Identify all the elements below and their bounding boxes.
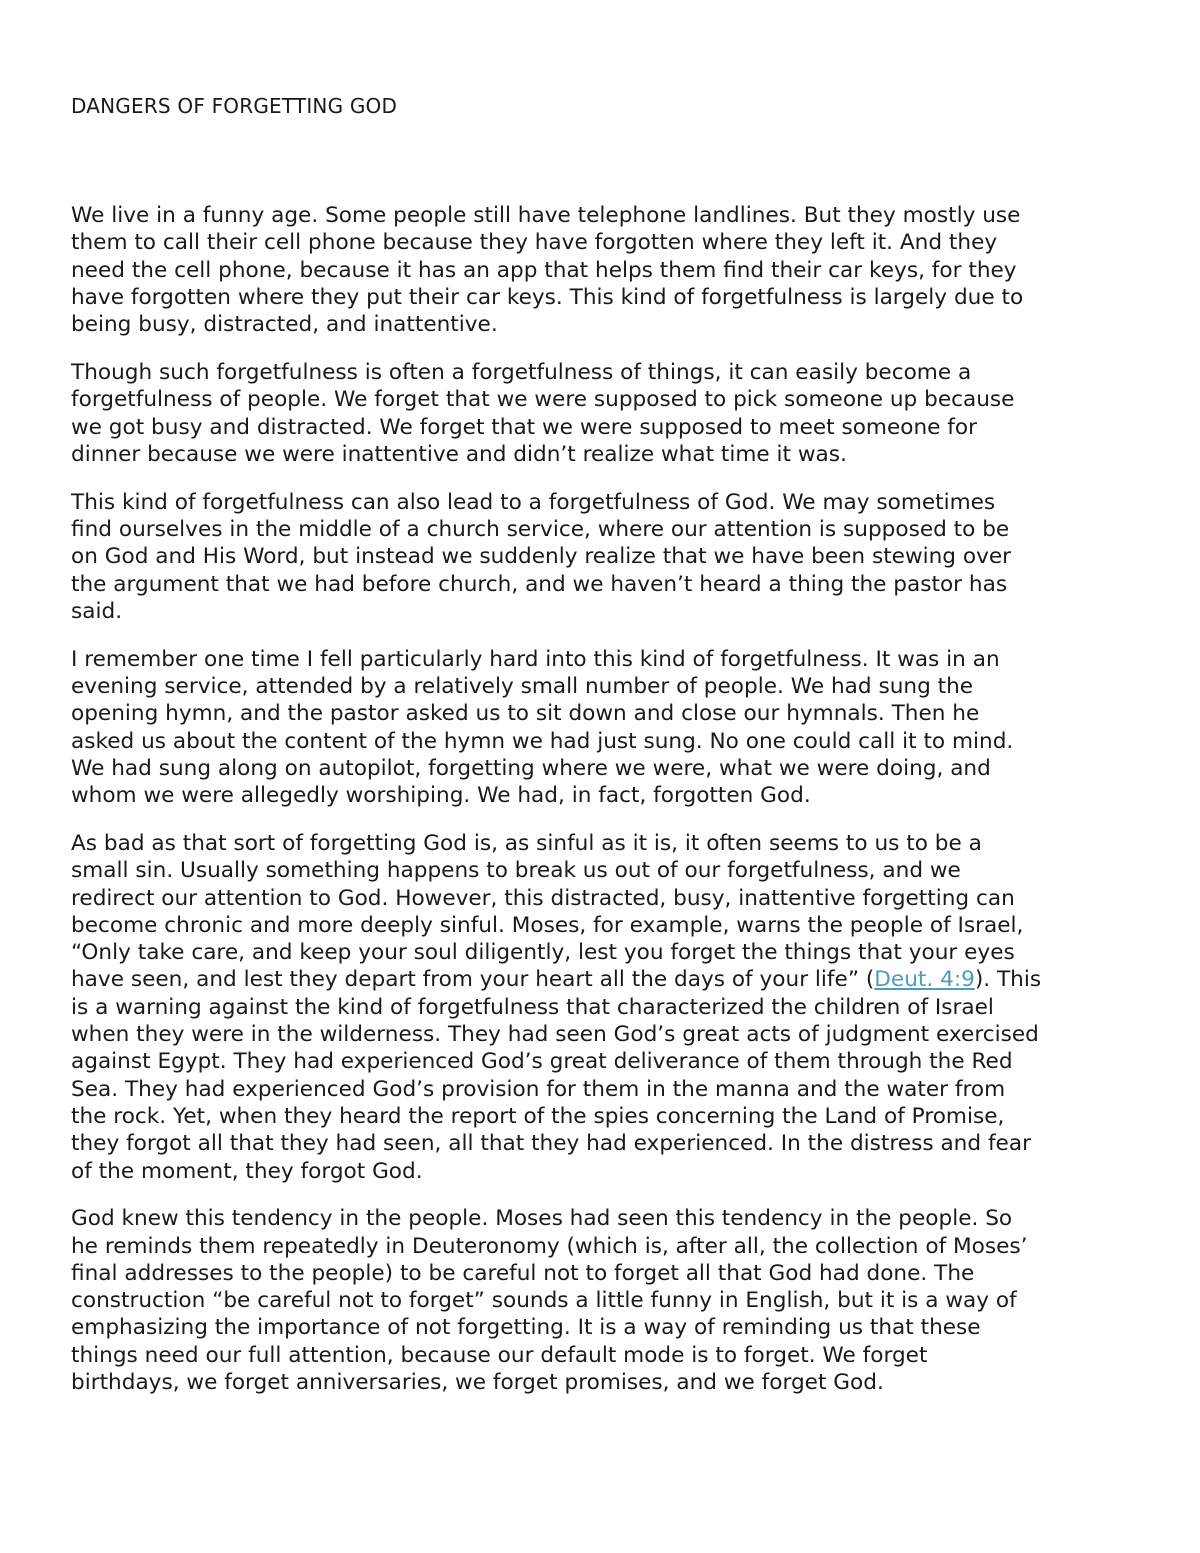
- paragraph-5-text-before-link: As bad as that sort of forgetting God is, as sinful as it is, it often seems to us to be a small sin. Usually something happens to break us out of our forgetfulness, and we redirect our attention to God. However, this distracted, busy, inattentive forgetting can become chronic and more deeply sinful. Moses, for example, warns the people of Israel, “Only take care, and keep your soul diligently, lest you forget the things that your eyes have seen, and lest they depart from your heart all the days of your life” (: [71, 830, 1024, 993]
- scripture-reference-link[interactable]: Deut. 4:9: [874, 967, 975, 993]
- document-page: [71, 92, 1131, 1417]
- paragraph-5-text-after-link: ). This is a warning against the kind of forgetfulness that characterized the children of Israel when they were in the wilderness. They had seen God’s great acts of judgment exercised against Egypt. They had experienced God’s great deliverance of them through the Red Sea. They had experienced God’s provision for them in the manna and the water from the rock. Yet, when they heard the report of the spies concerning the Land of Promise, they forgot all that they had seen, all that they had experienced. In the distress and fear of the moment, they forgot God.: [71, 967, 1042, 1184]
- paragraph-4: I remember one time I fell particularly hard into this kind of forgetfulness. It was in an evening service, attended by a relatively small number of people. We had sung the opening hymn, and the pastor asked us to sit down and close our hymnals. Then he asked us about the content of the hymn we had just sung. No one could call it to mind. We had sung along on autopilot, forgetting where we were, what we were doing, and whom we were allegedly worshiping. We had, in fact, forgotten God.: [71, 646, 1014, 809]
- paragraph-3: This kind of forgetfulness can also lead to a forgetfulness of God. We may sometimes find ourselves in the middle of a church service, where our attention is supposed to be on God and His Word, but instead we suddenly realize that we have been stewing over the argument that we had before church, and we haven’t heard a thing the pastor has said.: [71, 489, 1012, 624]
- paragraph-1: We live in a funny age. Some people still have telephone landlines. But they mostly use them to call their cell phone because they have forgotten where they left it. And they need the cell phone, because it has an app that helps them find their car keys, for they have forgotten where they put their car keys. This kind of forgetfulness is largely due to being busy, distracted, and inattentive.: [71, 203, 1024, 338]
- document-title: DANGERS OF FORGETTING GOD: [71, 94, 398, 118]
- paragraph-2: Though such forgetfulness is often a forgetfulness of things, it can easily become a forgetfulness of people. We forget that we were supposed to pick someone up because we got busy and distracted. We forget that we were supposed to meet someone for dinner because we were inattentive and didn’t realize what time it was.: [71, 359, 1015, 467]
- paragraph-6: God knew this tendency in the people. Moses had seen this tendency in the people. So he reminds them repeatedly in Deuteronomy (which is, after all, the collection of Moses’ final addresses to the people) to be careful not to forget all that God had done. The construction “be careful not to forget” sounds a little funny in English, but it is a way of emphasizing the importance of not forgetting. It is a way of reminding us that these things need our full attention, because our default mode is to forget. We forget birthdays, we forget anniversaries, we forget promises, and we forget God.: [71, 1206, 1028, 1396]
- paragraph-5: [71, 830, 1131, 1185]
